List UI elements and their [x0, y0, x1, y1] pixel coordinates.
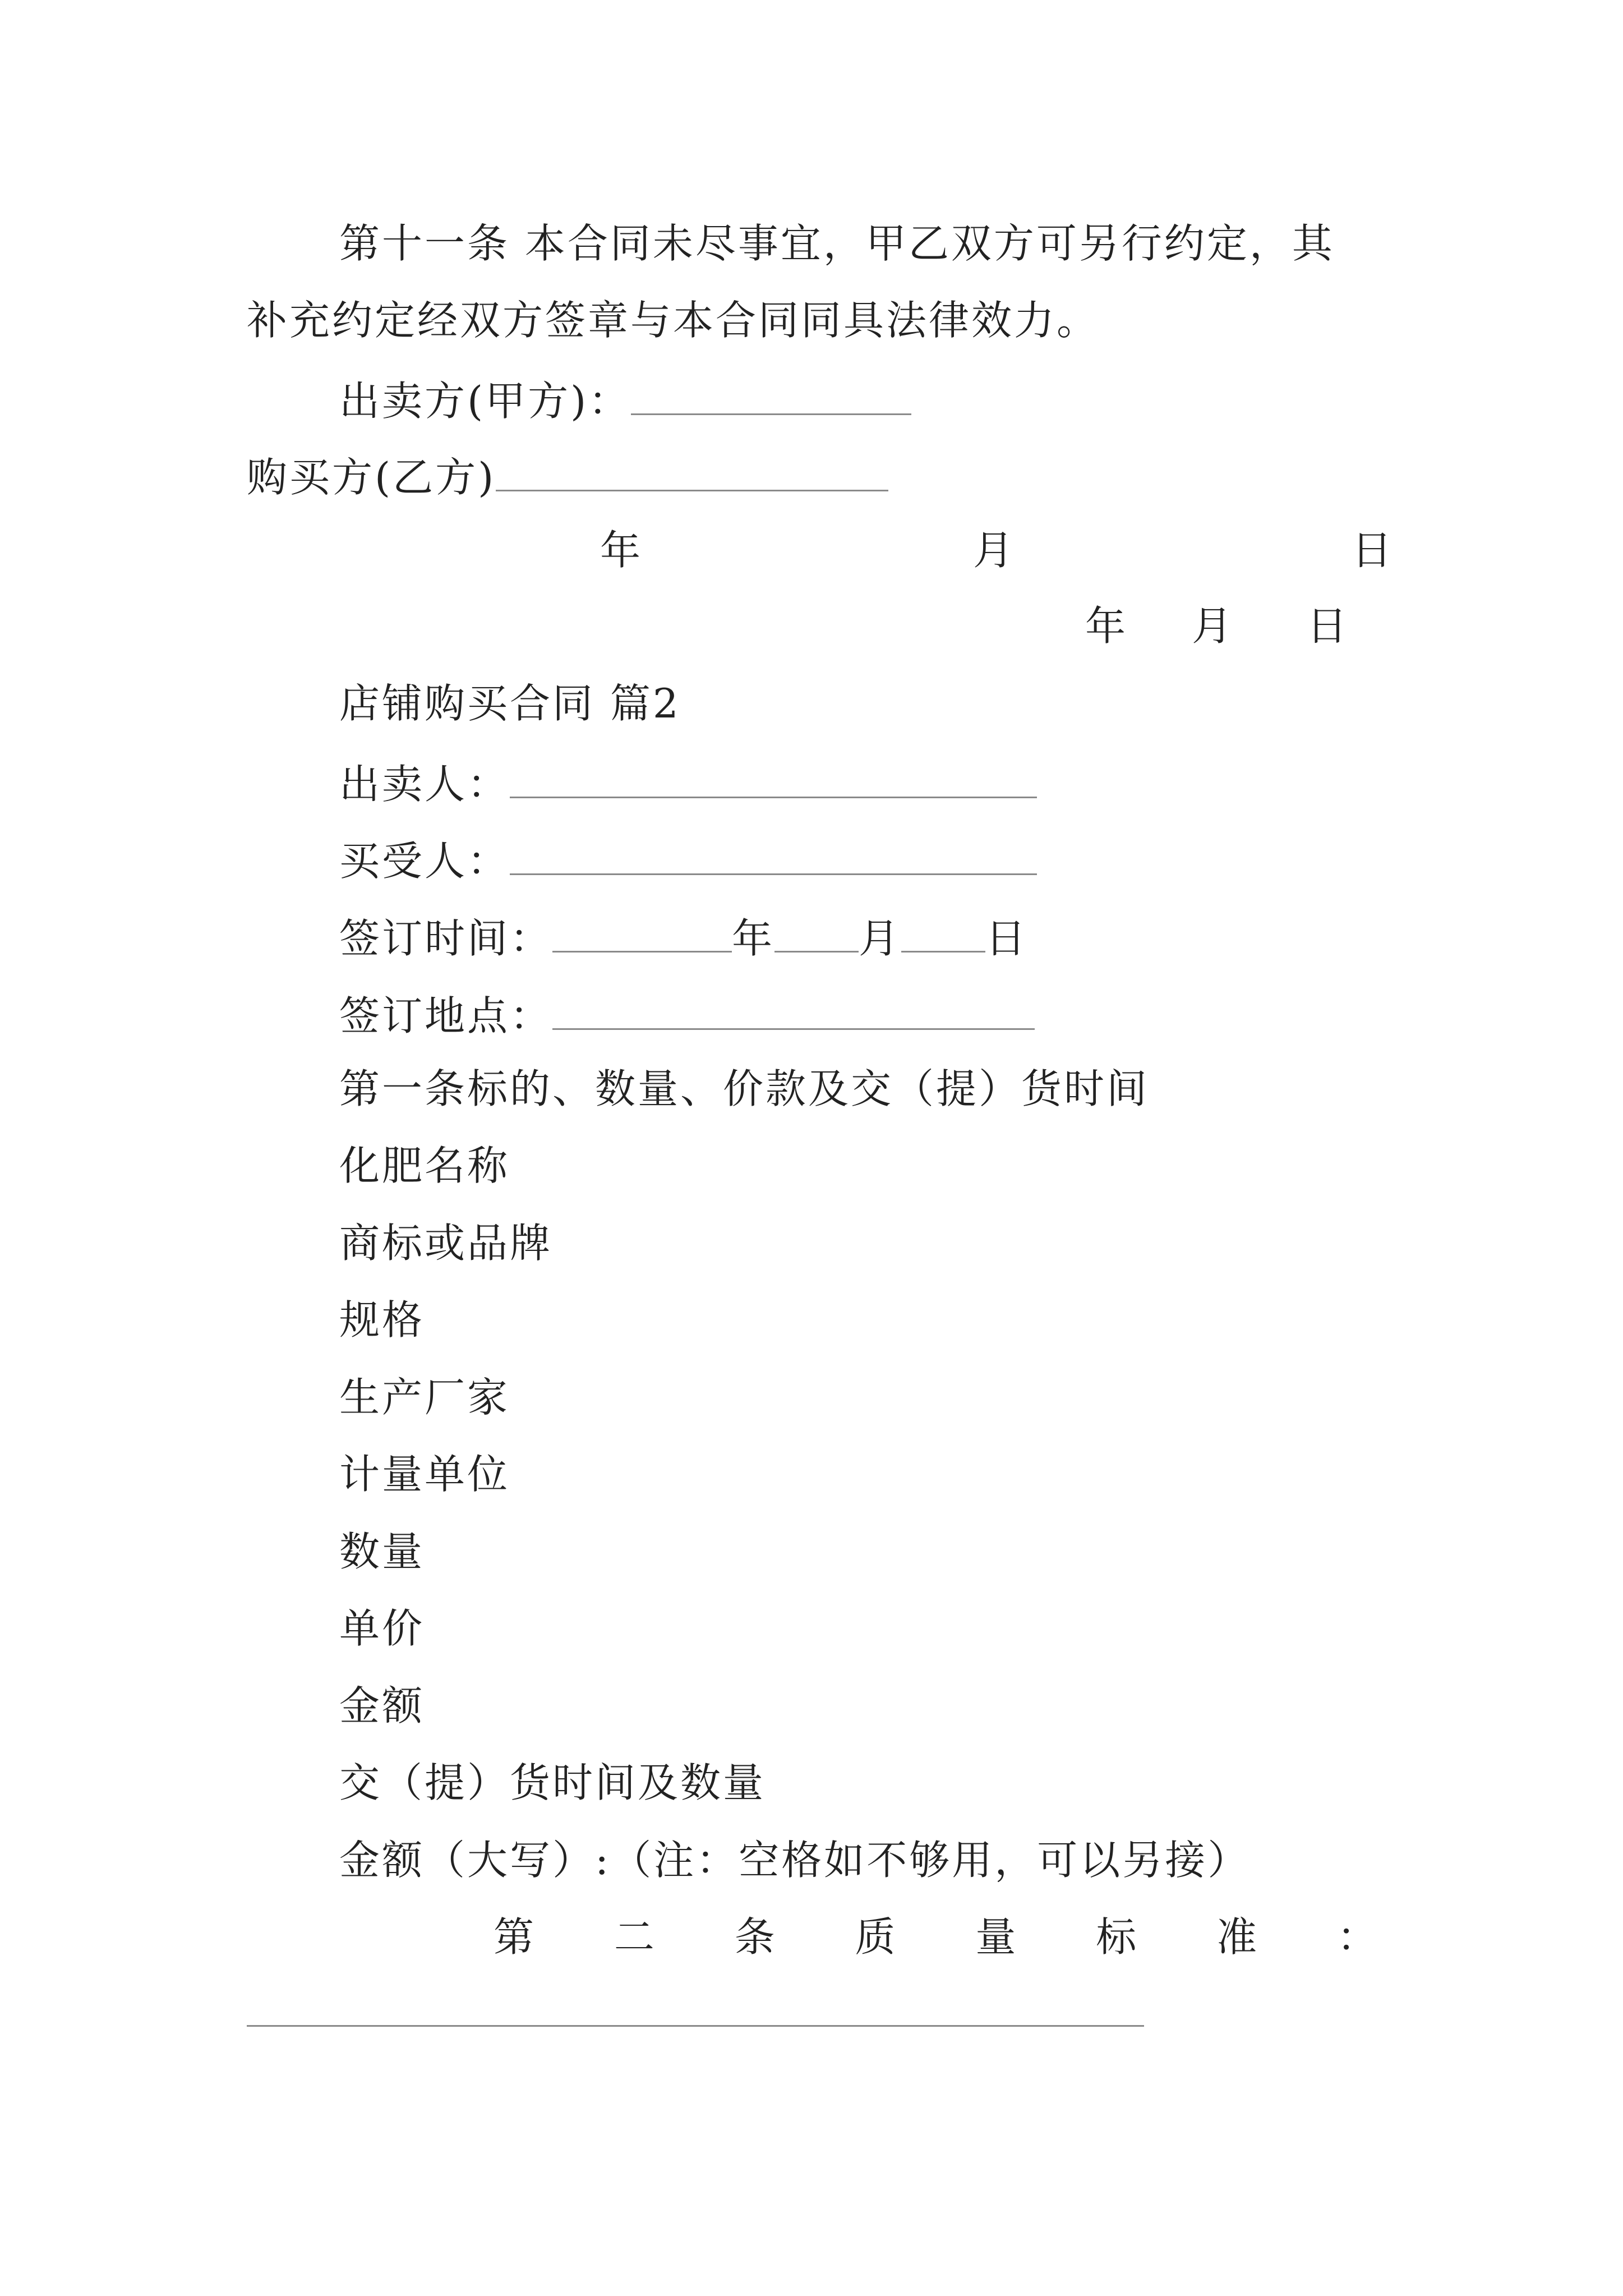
item-trademark: 商标或品牌	[339, 1220, 553, 1267]
buyer-party-label: 购买方(乙方)	[247, 453, 496, 501]
seller-party-blank[interactable]	[631, 377, 911, 415]
sign-place-line	[339, 992, 1035, 1039]
date-year-narrow: 年	[1085, 602, 1128, 650]
item-unit-price: 单价	[339, 1605, 425, 1652]
buyer-party-blank[interactable]	[496, 453, 888, 491]
date-month-wide: 月	[973, 527, 1016, 574]
sign-time-year-blank[interactable]	[552, 914, 732, 953]
clause-2-char: ：	[1336, 1913, 1380, 1961]
clause-2-char: 第	[494, 1913, 537, 1961]
item-quantity: 数量	[339, 1528, 425, 1575]
clause-1-title: 第一条标的、数量、价款及交（提）货时间	[339, 1065, 1150, 1112]
item-specification: 规格	[339, 1296, 425, 1343]
sign-place-label: 签订地点：	[339, 992, 553, 1039]
seller-blank[interactable]	[510, 760, 1037, 798]
clause-11-line-2: 补充约定经双方签章与本合同同具法律效力。	[247, 297, 1100, 344]
clause-2-heading	[494, 1913, 1380, 1961]
clause-11-line-1: 第十一条 本合同未尽事宜，甲乙双方可另行约定，其	[339, 220, 1335, 267]
buyer-line	[339, 837, 1037, 885]
item-manufacturer: 生产厂家	[339, 1374, 510, 1421]
sign-time-label: 签订时间：	[339, 914, 553, 962]
item-fertilizer-name: 化肥名称	[339, 1142, 510, 1189]
amount-capital-line: 金额（大写）:（注：空格如不够用，可以另接）	[339, 1837, 1251, 1884]
quality-standard-blank[interactable]	[247, 2025, 1144, 2027]
clause-2-char: 质	[855, 1913, 898, 1961]
clause-2-char: 条	[734, 1913, 777, 1961]
sign-time-month: 月	[859, 914, 902, 962]
clause-2-char: 二	[614, 1913, 657, 1961]
item-delivery-time: 交（提）货时间及数量	[339, 1759, 766, 1806]
seller-line	[339, 760, 1037, 808]
clause-2-char: 量	[975, 1913, 1018, 1961]
seller-party-label: 出卖方(甲方)：	[339, 377, 631, 425]
item-amount: 金额	[339, 1682, 425, 1729]
clause-2-char: 标	[1096, 1913, 1139, 1961]
seller-label: 出卖人：	[339, 760, 510, 808]
buyer-label: 买受人：	[339, 837, 510, 885]
sign-time-month-blank[interactable]	[774, 914, 859, 953]
sign-time-line	[339, 914, 1029, 962]
date-day-wide: 日	[1352, 527, 1395, 574]
buyer-party-line	[247, 453, 888, 501]
seller-party-line	[339, 377, 911, 425]
sign-time-year: 年	[732, 914, 775, 962]
item-unit: 计量单位	[339, 1451, 510, 1498]
clause-2-char: 准	[1216, 1913, 1260, 1961]
sign-time-day: 日	[985, 914, 1029, 962]
sign-time-day-blank[interactable]	[901, 914, 985, 953]
sign-place-blank[interactable]	[552, 992, 1035, 1030]
buyer-blank[interactable]	[510, 837, 1037, 875]
date-day-narrow: 日	[1307, 602, 1350, 650]
date-month-narrow: 月	[1192, 602, 1235, 650]
section-title: 店铺购买合同 篇2	[339, 680, 681, 727]
date-year-wide: 年	[600, 527, 643, 574]
